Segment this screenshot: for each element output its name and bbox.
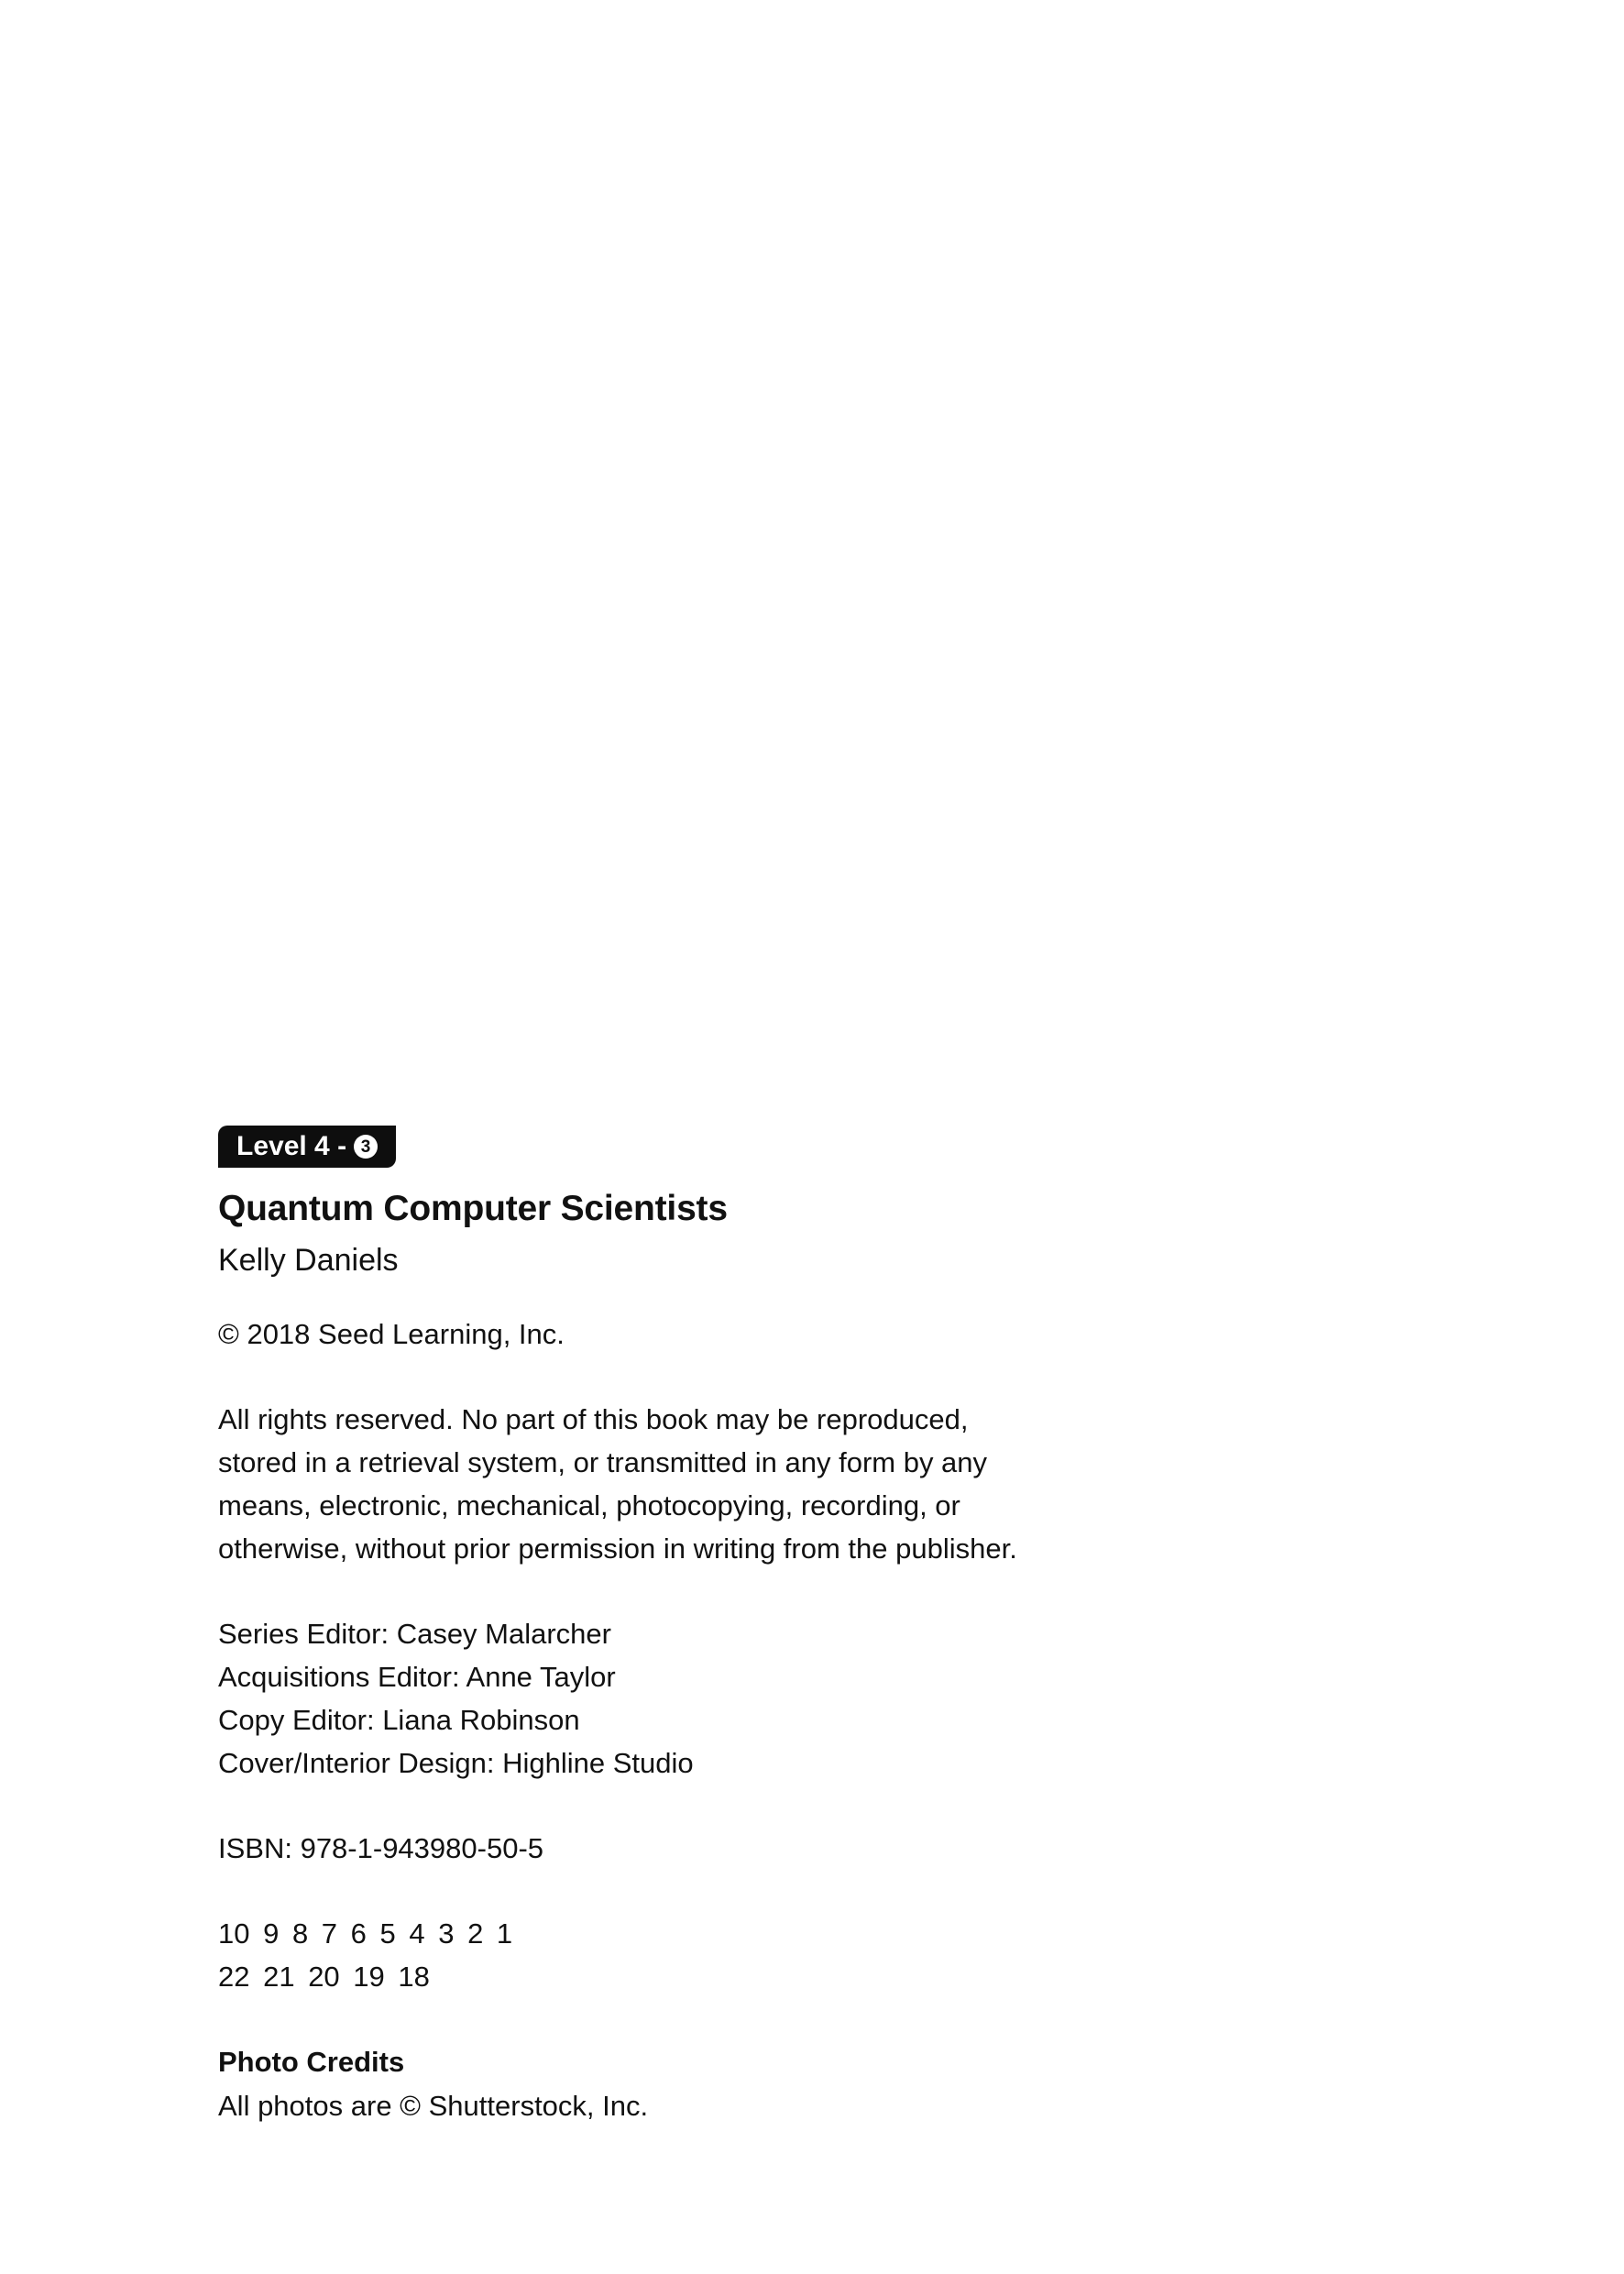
acquisitions-editor: Acquisitions Editor: Anne Taylor [218, 1660, 616, 1693]
printing-numbers [218, 1912, 1410, 1998]
print-year-line: 22 21 20 19 18 [218, 1960, 430, 1993]
rights-statement [218, 1398, 1410, 1570]
book-author: Kelly Daniels [218, 1242, 399, 1278]
rights-line: means, electronic, mechanical, photocopying, recording, or [218, 1489, 960, 1521]
rights-line: otherwise, without prior permission in writing from the publisher. [218, 1532, 1017, 1565]
level-number-icon: 3 [354, 1135, 378, 1159]
book-title: Quantum Computer Scientists [218, 1189, 728, 1228]
copy-editor: Copy Editor: Liana Robinson [218, 1703, 580, 1736]
level-badge [218, 1126, 396, 1168]
staff-credits [218, 1612, 1410, 1785]
design-credit: Cover/Interior Design: Highline Studio [218, 1746, 694, 1779]
copyright-notice: © 2018 Seed Learning, Inc. [218, 1317, 565, 1350]
copyright-content [218, 1126, 1410, 2125]
print-run-line: 10 9 8 7 6 5 4 3 2 1 [218, 1917, 513, 1950]
isbn: ISBN: 978-1-943980-50-5 [218, 1831, 544, 1864]
rights-line: All rights reserved. No part of this book may be reproduced, [218, 1402, 969, 1435]
series-editor: Series Editor: Casey Malarcher [218, 1617, 611, 1650]
photo-credits-heading: Photo Credits [218, 2045, 405, 2078]
rights-line: stored in a retrieval system, or transmitted in any form by any [218, 1445, 988, 1478]
level-label: Level 4 - [236, 1131, 347, 1161]
photo-credits-text: All photos are © Shutterstock, Inc. [218, 2089, 649, 2122]
